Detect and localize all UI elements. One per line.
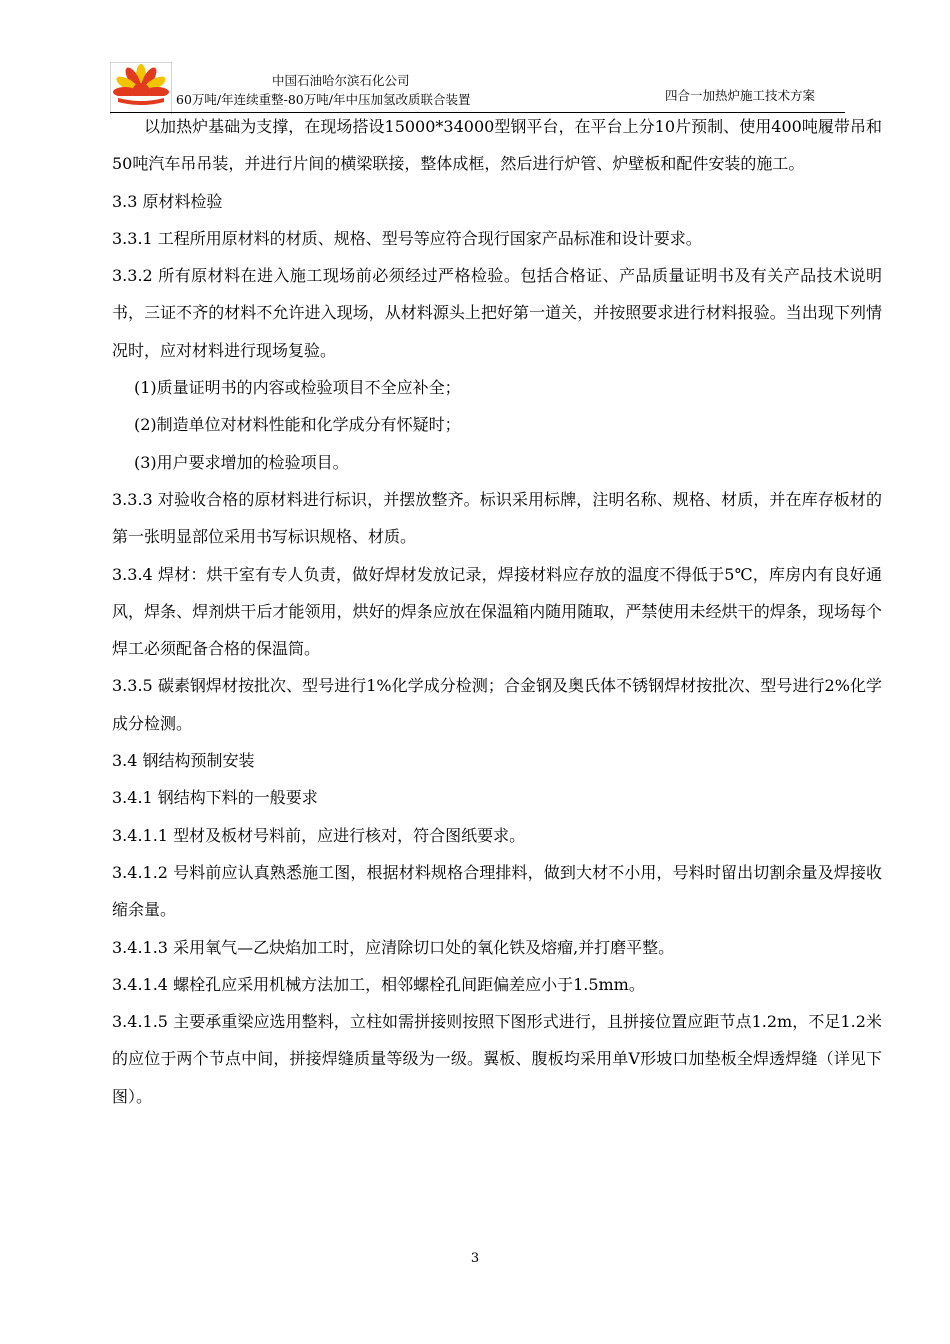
- paragraph-3-3-4: 3.3.4 焊材：烘干室有专人负责，做好焊材发放记录，焊接材料应存放的温度不得低于5℃，库房内有良好通风，焊条、焊剂烘干后才能领用，烘好的焊条应放在保温箱内随用随取，严禁使用未经烘干的焊条，现场每个焊工必须配备合格的保温筒。: [112, 564, 882, 659]
- paragraph-3-3-3: 3.3.3 对验收合格的原材料进行标识，并摆放整齐。标识采用标牌，注明名称、规格、材质，并在库存板材的第一张明显部位采用书写标识规格、材质。: [112, 489, 882, 547]
- paragraph-3-4-1-2: 3.4.1.2 号料前应认真熟悉施工图，根据材料规格合理排料，做到大材不小用，号料时留出切割余量及焊接收缩余量。: [112, 862, 882, 920]
- header-unit-name: 60万吨/年连续重整-80万吨/年中压加氢改质联合装置: [176, 92, 471, 107]
- paragraph-3-4-1-3: 3.4.1.3 采用氧气—乙炔焰加工时，应清除切口处的氧化铁及熔瘤,并打磨平整。: [112, 937, 675, 957]
- paragraph-3-3-2: 3.3.2 所有原材料在进入施工现场前必须经过严格检验。包括合格证、产品质量证明书及有关产品技术说明书，三证不齐的材料不允许进入现场，从材料源头上把好第一道关，并按照要求进行材料报验。当出现下列情况时，应对材料进行现场复验。: [112, 266, 882, 360]
- paragraph-3-4-1-4: 3.4.1.4 螺栓孔应采用机械方法加工，相邻螺栓孔间距偏差应小于1.5mm。: [112, 974, 645, 994]
- header-company-name: 中国石油哈尔滨石化公司: [272, 73, 410, 88]
- page-number: 3: [470, 1251, 480, 1266]
- header-document-title: 四合一加热炉施工技术方案: [665, 88, 816, 103]
- paragraph-platform: 以加热炉基础为支撑，在现场搭设15000*34000型钢平台，在平台上分10片预制、使用400吨履带吊和50吨汽车吊吊装，并进行片间的横梁联接，整体成框，然后进行炉管、炉壁板和配件安装的施工。: [112, 117, 882, 174]
- document-body: [112, 108, 882, 1115]
- paragraph-3-3-1: 3.3.1 工程所用原材料的材质、规格、型号等应符合现行国家产品标准和设计要求。: [112, 228, 702, 248]
- section-heading-3-4: 3.4 钢结构预制安装: [112, 751, 255, 771]
- subsection-heading-3-4-1: 3.4.1 钢结构下料的一般要求: [112, 788, 318, 808]
- paragraph-3-4-1-5: 3.4.1.5 主要承重梁应选用整料，立柱如需拼接则按照下图形式进行，且拼接位置应距节点1.2m，不足1.2米的应位于两个节点中间，拼接焊缝质量等级为一级。翼板、腹板均采用单V形坡口加垫板全焊透焊缝（详见下图）。: [112, 1012, 882, 1106]
- section-heading-3-3: 3.3 原材料检验: [112, 191, 223, 211]
- paragraph-3-4-1-1: 3.4.1.1 型材及板材号料前，应进行核对，符合图纸要求。: [112, 825, 526, 845]
- list-item-1: (1)质量证明书的内容或检验项目不全应补全；: [134, 378, 461, 398]
- paragraph-3-3-5: 3.3.5 碳素钢焊材按批次、型号进行1%化学成分检测；合金钢及奥氏体不锈钢焊材按批次、型号进行2%化学成分检测。: [112, 676, 882, 733]
- list-item-2: (2)制造单位对材料性能和化学成分有怀疑时；: [134, 415, 461, 435]
- page-header: [110, 62, 845, 114]
- petrochina-logo: [110, 62, 172, 114]
- list-item-3: (3)用户要求增加的检验项目。: [134, 452, 349, 472]
